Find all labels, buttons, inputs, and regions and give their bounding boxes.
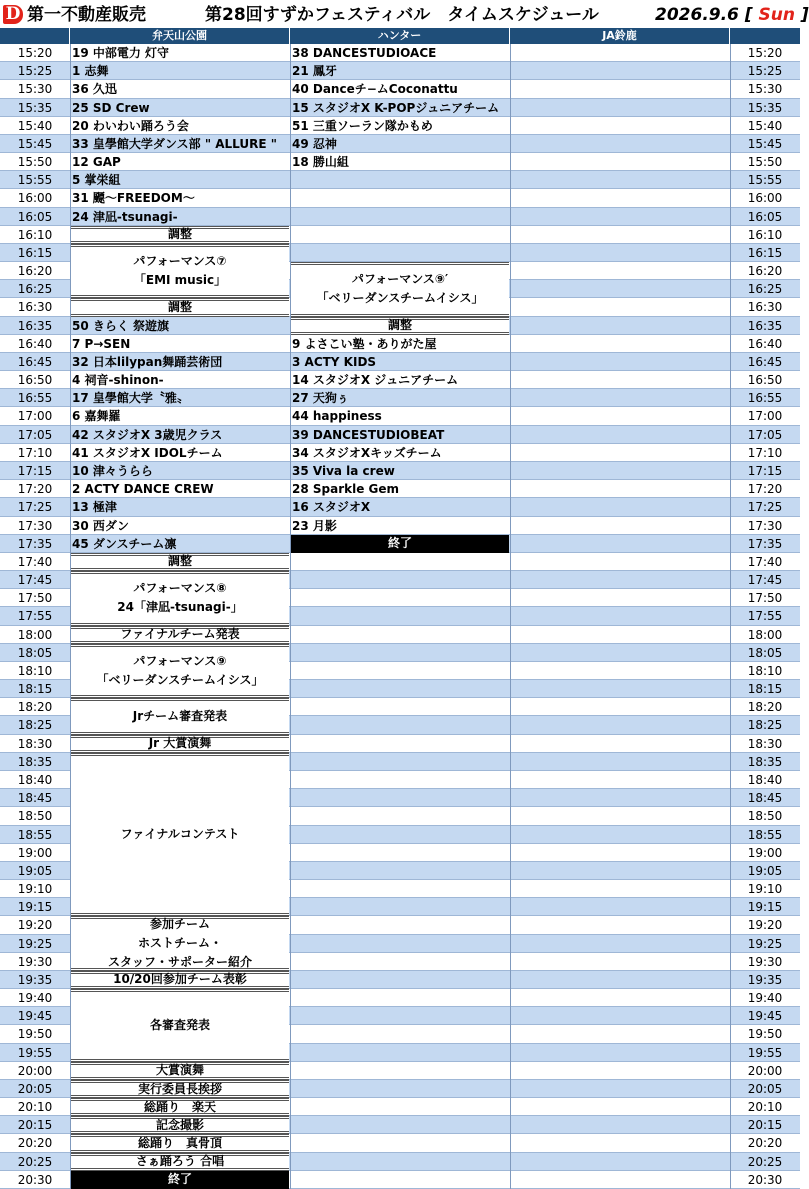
benten-program-block xyxy=(71,753,289,917)
column-divider xyxy=(510,44,511,1189)
time-label-left: 20:20 xyxy=(17,1136,53,1151)
benten-performer: 25 SD Crew xyxy=(72,100,150,115)
time-label-right: 16:20 xyxy=(747,264,783,279)
benten-end-marker xyxy=(71,1171,289,1189)
benten-program-block xyxy=(71,916,289,971)
hunter-performer: 15 スタジオX K-POPジュニアチーム xyxy=(292,100,500,115)
time-label-right: 20:30 xyxy=(747,1172,783,1187)
benten-program-block xyxy=(71,298,289,316)
time-label-left: 18:25 xyxy=(17,718,53,733)
time-label-left: 18:05 xyxy=(17,645,53,660)
block-label: 記念撮影 xyxy=(155,1117,204,1132)
time-label-left: 19:50 xyxy=(17,1027,53,1042)
bracket-close: ] xyxy=(800,5,809,25)
page-title: 第28回すずかフェスティバル タイムスケジュール xyxy=(205,5,599,25)
time-label-left: 18:35 xyxy=(17,754,53,769)
time-label-right: 15:50 xyxy=(747,155,783,170)
time-label-right: 15:45 xyxy=(747,136,783,151)
benten-program-block xyxy=(71,1080,289,1098)
time-label-right: 17:15 xyxy=(747,464,783,479)
time-label-right: 16:10 xyxy=(747,227,783,242)
time-label-right: 17:40 xyxy=(747,554,783,569)
hunter-performer: 35 Viva la crew xyxy=(292,464,395,479)
block-line: 「ベリーダンスチームイシス」 xyxy=(96,673,264,687)
benten-program-block xyxy=(71,1116,289,1134)
time-label-right: 16:40 xyxy=(747,336,783,351)
time-label-right: 15:20 xyxy=(747,46,783,60)
time-label-right: 18:35 xyxy=(747,754,783,769)
benten-program-block xyxy=(71,735,289,753)
time-label-left: 19:15 xyxy=(17,900,53,915)
benten-performer: 5 掌栄組 xyxy=(72,173,121,188)
benten-performer: 4 祠音-shinon- xyxy=(72,373,164,388)
time-label-left: 17:05 xyxy=(17,427,53,442)
time-label-right: 18:10 xyxy=(747,663,783,678)
time-label-left: 20:30 xyxy=(17,1172,53,1187)
time-label-right: 19:20 xyxy=(747,918,783,933)
benten-program-block xyxy=(71,226,289,244)
time-label-left: 17:40 xyxy=(17,554,53,569)
hunter-performer: 44 happiness xyxy=(292,409,382,424)
time-label-right: 16:35 xyxy=(747,318,783,333)
hunter-performer: 39 DANCESTUDIOBEAT xyxy=(292,427,445,442)
hunter-performer: 9 よさこい塾・ありがた屋 xyxy=(292,336,437,351)
time-label-left: 17:10 xyxy=(17,445,53,460)
time-label-right: 18:55 xyxy=(747,827,783,842)
time-label-left: 16:10 xyxy=(17,227,53,242)
time-label-left: 19:10 xyxy=(17,882,53,897)
time-label-right: 16:15 xyxy=(747,245,783,260)
time-label-right: 18:50 xyxy=(747,809,783,824)
block-label: 10/20回参加チーム表彰 xyxy=(113,972,247,987)
time-label-left: 16:15 xyxy=(17,245,53,260)
time-label-left: 19:30 xyxy=(17,954,53,969)
time-label-right: 20:20 xyxy=(747,1136,783,1151)
time-label-left: 17:45 xyxy=(17,573,53,588)
time-label-right: 16:05 xyxy=(747,209,783,224)
hunter-performer: 27 天狗ぅ xyxy=(292,391,349,406)
time-label-right: 15:25 xyxy=(747,64,783,79)
benten-performer: 36 久迅 xyxy=(72,82,117,97)
block-label: 調整 xyxy=(167,300,192,315)
time-label-right: 17:35 xyxy=(747,536,783,551)
benten-performer: 33 皇學館大学ダンス部 " ALLURE " xyxy=(72,136,278,151)
time-label-right: 18:20 xyxy=(747,700,783,715)
day-of-week: Sun xyxy=(758,5,795,25)
time-label-left: 19:45 xyxy=(17,1009,53,1024)
block-label: 調整 xyxy=(167,554,192,569)
block-label: 終了 xyxy=(387,536,412,551)
benten-performer: 12 GAP xyxy=(72,155,121,170)
benten-performer: 45 ダンスチーム凛 xyxy=(72,536,177,551)
time-label-left: 16:05 xyxy=(17,209,53,224)
time-label-right: 19:55 xyxy=(747,1045,783,1060)
block-line: スタッフ・サポーター紹介 xyxy=(107,955,252,970)
time-label-left: 19:20 xyxy=(17,918,53,933)
benten-performer: 7 P→SEN xyxy=(72,336,131,351)
date-value: 2026.9.6 xyxy=(655,5,739,25)
block-line: パフォーマンス⑨′ xyxy=(351,272,449,287)
time-label-left: 19:55 xyxy=(17,1045,53,1060)
benten-program-block xyxy=(71,989,289,1062)
time-label-right: 19:45 xyxy=(747,1009,783,1024)
block-label: ファイナルコンテスト xyxy=(120,827,240,842)
time-label-left: 15:50 xyxy=(17,155,53,170)
time-label-right: 17:50 xyxy=(747,591,783,606)
block-label: 調整 xyxy=(167,227,192,242)
time-label-right: 18:25 xyxy=(747,718,783,733)
block-line: 「ベリーダンスチームイシス」 xyxy=(316,291,484,306)
time-label-left: 16:50 xyxy=(17,373,53,388)
time-label-right: 17:25 xyxy=(747,500,783,515)
benten-performer: 24 津凪-tsunagi- xyxy=(72,209,178,224)
block-label: Jrチーム審査発表 xyxy=(132,708,228,723)
time-label-right: 19:25 xyxy=(747,936,783,951)
hunter-performer: 3 ACTY KIDS xyxy=(292,354,377,369)
time-label-right: 15:40 xyxy=(747,118,783,133)
hunter-end-marker xyxy=(291,535,509,553)
time-label-right: 17:05 xyxy=(747,427,783,442)
time-label-left: 20:05 xyxy=(17,1081,53,1096)
block-line: 24「津凪-tsunagi-」 xyxy=(117,600,243,615)
hunter-performer: 51 三重ソーラン隊かもめ xyxy=(292,118,433,133)
time-label-left: 20:10 xyxy=(17,1100,53,1115)
benten-program-block xyxy=(71,971,289,989)
block-line: ホストチーム・ xyxy=(137,936,222,951)
benten-performer: 42 スタジオX 3歳児クラス xyxy=(72,427,223,442)
block-label: 終了 xyxy=(167,1172,192,1187)
time-label-left: 15:25 xyxy=(17,64,53,79)
time-label-left: 16:00 xyxy=(17,191,53,206)
column-header-benten: 弁天山公園 xyxy=(70,28,290,44)
time-label-left: 18:00 xyxy=(17,627,53,642)
time-label-left: 17:35 xyxy=(17,536,53,551)
benten-performer: 17 皇學館大学〝雅〟 xyxy=(72,391,189,406)
benten-performer: 50 きらく 祭遊旗 xyxy=(72,318,170,333)
time-label-left: 16:30 xyxy=(17,300,53,315)
benten-performer: 30 西ダン xyxy=(72,518,129,533)
block-line: パフォーマンス⑧ xyxy=(133,581,227,596)
time-label-left: 15:35 xyxy=(17,100,53,115)
time-label-left: 16:55 xyxy=(17,391,53,406)
page-header xyxy=(0,0,809,28)
time-label-left: 17:00 xyxy=(17,409,53,424)
time-label-left: 16:45 xyxy=(17,354,53,369)
time-label-left: 19:25 xyxy=(17,936,53,951)
time-label-left: 17:20 xyxy=(17,482,53,497)
hunter-performer: 16 スタジオX xyxy=(292,500,371,515)
block-label: 総踊り 真骨頂 xyxy=(137,1136,222,1151)
time-label-right: 19:35 xyxy=(747,972,783,987)
time-label-left: 19:05 xyxy=(17,863,53,878)
header-time-left xyxy=(0,28,70,44)
time-label-left: 15:40 xyxy=(17,118,53,133)
time-label-left: 19:40 xyxy=(17,991,53,1006)
benten-program-block xyxy=(71,244,289,299)
hunter-program-block xyxy=(291,317,509,335)
block-label: 総踊り 楽天 xyxy=(143,1099,216,1114)
time-label-right: 15:55 xyxy=(747,173,783,188)
time-label-right: 18:05 xyxy=(747,645,783,660)
block-line: 参加チーム xyxy=(149,917,210,932)
time-label-right: 15:35 xyxy=(747,100,783,115)
time-label-left: 17:50 xyxy=(17,591,53,606)
time-label-left: 18:40 xyxy=(17,772,53,787)
time-label-right: 18:40 xyxy=(747,772,783,787)
time-label-right: 17:10 xyxy=(747,445,783,460)
time-label-right: 20:15 xyxy=(747,1118,783,1133)
column-divider xyxy=(730,44,731,1189)
time-label-left: 18:10 xyxy=(17,663,53,678)
time-label-left: 16:35 xyxy=(17,318,53,333)
time-label-right: 19:15 xyxy=(747,900,783,915)
column-header-hunter: ハンター xyxy=(290,28,510,44)
bracket-open: [ xyxy=(744,5,753,25)
time-label-left: 18:45 xyxy=(17,791,53,806)
time-label-right: 19:30 xyxy=(747,954,783,969)
time-label-right: 17:45 xyxy=(747,573,783,588)
time-label-right: 19:05 xyxy=(747,863,783,878)
benten-program-block xyxy=(71,626,289,644)
time-label-right: 16:55 xyxy=(747,391,783,406)
column-header-ja: JA鈴鹿 xyxy=(510,28,730,44)
time-label-right: 17:55 xyxy=(747,609,783,624)
time-label-right: 19:10 xyxy=(747,882,783,897)
time-label-left: 18:20 xyxy=(17,700,53,715)
block-line: パフォーマンス⑦ xyxy=(133,254,227,269)
time-label-right: 16:25 xyxy=(747,282,783,297)
time-label-left: 17:15 xyxy=(17,464,53,479)
benten-performer: 41 スタジオX IDOLチーム xyxy=(72,445,223,460)
time-label-left: 15:20 xyxy=(17,46,53,60)
time-label-left: 18:55 xyxy=(17,827,53,842)
time-label-left: 20:25 xyxy=(17,1154,53,1169)
time-label-left: 20:15 xyxy=(17,1118,53,1133)
block-line: パフォーマンス⑨ xyxy=(133,654,227,668)
time-label-left: 15:45 xyxy=(17,136,53,151)
benten-performer: 2 ACTY DANCE CREW xyxy=(72,482,214,497)
benten-program-block xyxy=(71,1134,289,1152)
time-label-right: 18:00 xyxy=(747,627,783,642)
time-label-left: 16:25 xyxy=(17,282,53,297)
time-label-right: 16:30 xyxy=(747,300,783,315)
benten-performer: 10 津々うらら xyxy=(72,464,153,479)
time-label-left: 18:50 xyxy=(17,809,53,824)
time-label-left: 17:55 xyxy=(17,609,53,624)
company-name: 第一不動産販売 xyxy=(27,5,146,25)
schedule-table xyxy=(0,28,800,1189)
benten-program-block xyxy=(71,571,289,626)
block-label: Jr 大賞演舞 xyxy=(148,736,212,751)
time-label-right: 16:00 xyxy=(747,191,783,206)
header-time-right xyxy=(730,28,800,44)
time-label-left: 17:30 xyxy=(17,518,53,533)
time-label-right: 18:30 xyxy=(747,736,783,751)
benten-program-block xyxy=(71,1153,289,1171)
time-label-left: 18:15 xyxy=(17,682,53,697)
time-label-right: 15:30 xyxy=(747,82,783,97)
block-label: さぁ踊ろう 合唱 xyxy=(135,1154,225,1169)
hunter-performer: 40 Danceチ−ムCoconattu xyxy=(292,82,458,97)
time-label-left: 16:40 xyxy=(17,336,53,351)
benten-performer: 20 わいわい踊ろう会 xyxy=(72,118,189,133)
time-label-right: 18:15 xyxy=(747,682,783,697)
time-label-left: 15:55 xyxy=(17,173,53,188)
time-label-right: 17:20 xyxy=(747,482,783,497)
time-label-right: 20:00 xyxy=(747,1063,783,1078)
time-label-left: 16:20 xyxy=(17,264,53,279)
hunter-performer: 28 Sparkle Gem xyxy=(292,482,400,497)
benten-performer: 13 極津 xyxy=(72,500,117,515)
benten-performer: 6 嘉舞羅 xyxy=(72,409,121,424)
benten-program-block xyxy=(71,1062,289,1080)
hunter-performer: 38 DANCESTUDIOACE xyxy=(292,46,437,60)
time-label-right: 19:40 xyxy=(747,991,783,1006)
company-logo-icon: D xyxy=(3,5,23,24)
block-label: 各審査発表 xyxy=(149,1017,210,1032)
time-label-right: 19:00 xyxy=(747,845,783,860)
hunter-performer: 49 忍神 xyxy=(292,136,337,151)
time-label-left: 20:00 xyxy=(17,1063,53,1078)
time-label-left: 18:30 xyxy=(17,736,53,751)
benten-performer: 1 志舞 xyxy=(72,64,109,79)
time-label-right: 17:30 xyxy=(747,518,783,533)
time-label-right: 20:05 xyxy=(747,1081,783,1096)
block-label: ファイナルチーム発表 xyxy=(120,627,240,642)
column-divider xyxy=(290,44,291,1189)
time-label-right: 17:00 xyxy=(747,409,783,424)
event-date xyxy=(655,3,809,27)
time-label-right: 18:45 xyxy=(747,791,783,806)
time-label-left: 19:35 xyxy=(17,972,53,987)
block-label: 大賞演舞 xyxy=(155,1063,204,1078)
benten-program-block xyxy=(71,698,289,734)
time-label-right: 20:10 xyxy=(747,1100,783,1115)
block-label: 調整 xyxy=(387,318,412,333)
hunter-performer: 21 鳳牙 xyxy=(292,64,337,79)
time-label-right: 20:25 xyxy=(747,1154,783,1169)
time-label-left: 15:30 xyxy=(17,82,53,97)
hunter-performer: 14 スタジオX ジュニアチーム xyxy=(292,373,459,388)
hunter-performer: 23 月影 xyxy=(292,518,337,533)
time-label-left: 17:25 xyxy=(17,500,53,515)
hunter-performer: 18 勝山組 xyxy=(292,155,349,170)
benten-program-block xyxy=(71,1098,289,1116)
hunter-performer: 34 スタジオXキッズチーム xyxy=(292,445,442,460)
benten-program-block xyxy=(71,553,289,571)
benten-program-block xyxy=(71,644,289,699)
benten-performer: 19 中部電力 灯守 xyxy=(72,46,170,60)
benten-performer: 31 飃～FREEDOM～ xyxy=(72,191,195,206)
hunter-program-block xyxy=(291,262,509,317)
time-label-right: 16:45 xyxy=(747,354,783,369)
block-label: 実行委員長挨拶 xyxy=(137,1081,222,1096)
benten-performer: 32 日本lilypan舞踊芸術団 xyxy=(72,354,223,369)
time-label-right: 19:50 xyxy=(747,1027,783,1042)
time-label-right: 16:50 xyxy=(747,373,783,388)
block-line: 「EMI music」 xyxy=(133,273,227,288)
time-label-left: 19:00 xyxy=(17,845,53,860)
